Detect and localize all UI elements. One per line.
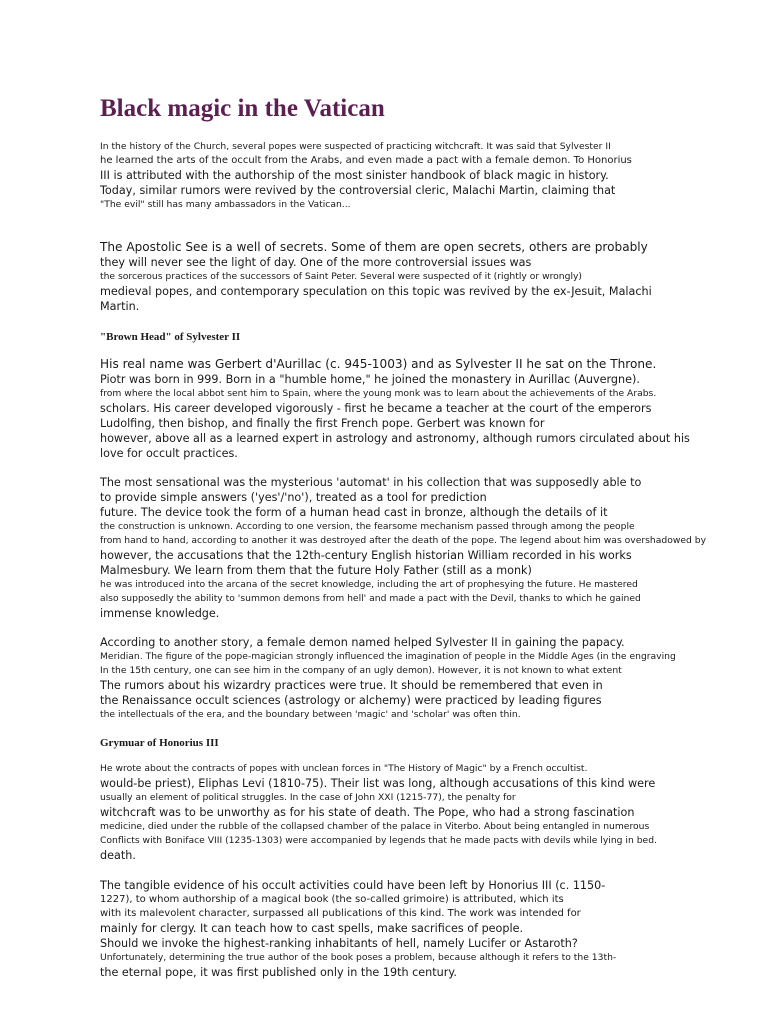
text-line: The tangible evidence of his occult activities could have been left by Honorius III (c. 1150- bbox=[100, 879, 606, 892]
text-line: witchcraft was to be unworthy as for his state of death. The Pope, who had a strong fascination bbox=[100, 806, 635, 819]
contracts-paragraph bbox=[100, 762, 700, 863]
text-line: "The evil" still has many ambassadors in the Vatican... bbox=[100, 199, 351, 210]
text-line: Meridian. The figure of the pope-magician strongly influenced the imagination of people in the Middle Ages (in the engraving bbox=[100, 651, 676, 662]
text-line: to provide simple answers ('yes'/'no'), treated as a tool for prediction bbox=[100, 491, 487, 504]
article bbox=[100, 90, 707, 980]
text-line: medicine, died under the rubble of the collapsed chamber of the palace in Viterbo. About being entangled in numerous bbox=[100, 821, 650, 832]
text-line: immense knowledge. bbox=[100, 607, 220, 620]
text-line: he was introduced into the arcana of the secret knowledge, including the art of prophesying the future. He mastered bbox=[100, 579, 638, 590]
grimoire-paragraph bbox=[100, 878, 700, 980]
female-demon-paragraph bbox=[100, 635, 700, 722]
text-line: from where the local abbot sent him to Spain, where the young monk was to learn about the achievements of the Arabs. bbox=[100, 388, 657, 399]
text-line: they will never see the light of day. One of the more controversial issues was bbox=[100, 256, 532, 269]
text-line: In the 15th century, one can see him in the company of an ugly demon). However, it is not known to what extent bbox=[100, 665, 622, 676]
text-line: The most sensational was the mysterious 'automat' in his collection that was supposedly able to bbox=[100, 476, 642, 489]
text-line: death. bbox=[100, 849, 136, 862]
text-line: He wrote about the contracts of popes with unclean forces in "The History of Magic" by a French occultist. bbox=[100, 763, 588, 774]
intro-paragraph bbox=[100, 140, 700, 212]
text-line: The Apostolic See is a well of secrets. Some of them are open secrets, others are probably bbox=[100, 240, 648, 254]
text-line: usually an element of political struggles. In the case of John XXI (1215-77), the penalty for bbox=[100, 792, 516, 803]
text-line: also supposedly the ability to 'summon demons from hell' and made a pact with the Devil, thanks to which he gained bbox=[100, 593, 641, 604]
article-title: Black magic in the Vatican bbox=[100, 95, 385, 122]
text-line: III is attributed with the authorship of the most sinister handbook of black magic in history. bbox=[100, 169, 609, 182]
text-line: however, above all as a learned expert in astrology and astronomy, although rumors circulated about his bbox=[100, 432, 690, 445]
text-line: the Renaissance occult sciences (astrology or alchemy) were practiced by leading figures bbox=[100, 694, 602, 707]
automat-paragraph bbox=[100, 475, 707, 621]
text-line: the eternal pope, it was first published only in the 19th century. bbox=[100, 966, 457, 979]
text-line: the construction is unknown. According to one version, the fearsome mechanism passed through among the people bbox=[100, 521, 635, 532]
text-line: he learned the arts of the occult from the Arabs, and even made a pact with a female demon. To Honorius bbox=[100, 155, 632, 166]
text-line: According to another story, a female demon named helped Sylvester II in gaining the papacy. bbox=[100, 636, 625, 649]
text-line: 1227), to whom authorship of a magical book (the so-called grimoire) is attributed, which its bbox=[100, 894, 564, 905]
text-line: Should we invoke the highest-ranking inhabitants of hell, namely Lucifer or Astaroth? bbox=[100, 937, 578, 950]
text-line: Unfortunately, determining the true author of the book poses a problem, because although it refers to the 13th- bbox=[100, 952, 617, 963]
text-line: would-be priest), Eliphas Levi (1810-75). Their list was long, although accusations of this kind were bbox=[100, 777, 656, 790]
text-line: from hand to hand, according to another it was destroyed after the death of the pope. The legend about him was overshadowed by bbox=[100, 535, 707, 546]
text-line: love for occult practices. bbox=[100, 447, 238, 460]
text-line: Malmesbury. We learn from them that the future Holy Father (still as a monk) bbox=[100, 564, 532, 577]
text-line: mainly for clergy. It can teach how to cast spells, make sacrifices of people. bbox=[100, 922, 524, 935]
section-heading-sylvester: "Brown Head" of Sylvester II bbox=[100, 331, 241, 343]
text-line: Today, similar rumors were revived by the controversial cleric, Malachi Martin, claiming that bbox=[100, 184, 616, 197]
text-line: the intellectuals of the era, and the boundary between 'magic' and 'scholar' was often thin. bbox=[100, 709, 521, 720]
apostolic-paragraph bbox=[100, 240, 700, 314]
text-line: In the history of the Church, several popes were suspected of practicing witchcraft. It was said that Sylvester II bbox=[100, 141, 611, 152]
gerbert-paragraph bbox=[100, 357, 700, 461]
text-line: Conflicts with Boniface VIII (1235-1303) were accompanied by legends that he made pacts with devils while lying in bed. bbox=[100, 835, 657, 846]
text-line: Piotr was born in 999. Born in a "humble home," he joined the monastery in Aurillac (Auvergne). bbox=[100, 373, 640, 386]
text-line: medieval popes, and contemporary speculation on this topic was revived by the ex-Jesuit, Malachi bbox=[100, 285, 652, 298]
text-line: Ludolfing, then bishop, and finally the first French pope. Gerbert was known for bbox=[100, 417, 545, 430]
text-line: The rumors about his wizardry practices were true. It should be remembered that even in bbox=[100, 679, 603, 692]
text-line: future. The device took the form of a human head cast in bronze, although the details of it bbox=[100, 506, 608, 519]
section-heading-grymuar: Grymuar of Honorius III bbox=[100, 737, 219, 749]
text-line: scholars. His career developed vigorously - first he became a teacher at the court of the emperors bbox=[100, 402, 652, 415]
text-line: Martin. bbox=[100, 300, 140, 313]
text-line: however, the accusations that the 12th-century English historian William recorded in his works bbox=[100, 549, 632, 562]
text-line: the sorcerous practices of the successors of Saint Peter. Several were suspected of it (rightly or wrongly) bbox=[100, 271, 583, 282]
text-line: with its malevolent character, surpassed all publications of this kind. The work was intended for bbox=[100, 908, 581, 919]
text-line: His real name was Gerbert d'Aurillac (c. 945-1003) and as Sylvester II he sat on the Throne. bbox=[100, 357, 657, 371]
